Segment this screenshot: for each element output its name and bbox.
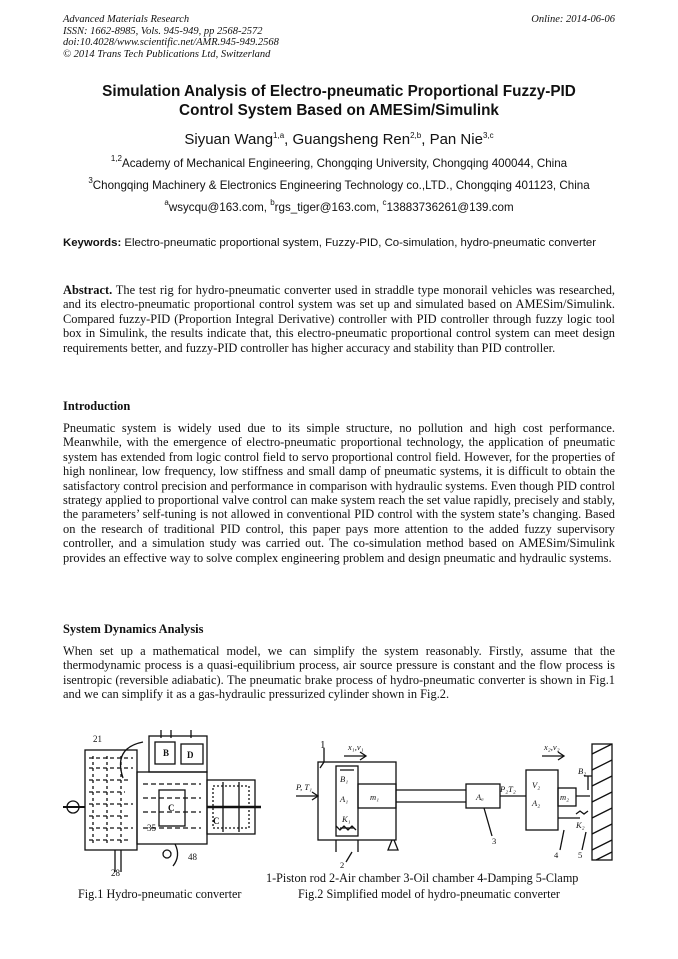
fig2-label-1: 1: [320, 740, 326, 751]
system-dynamics-heading: System Dynamics Analysis: [63, 622, 204, 636]
paper-title: [63, 82, 615, 120]
abstract: [63, 283, 615, 355]
hydro-pneumatic-converter-drawing: [63, 728, 263, 878]
fig2-label-m2: m₂: [560, 792, 570, 802]
email-c[interactable]: 13883736261@139.com: [386, 201, 514, 214]
fig2-label-4: 4: [554, 850, 559, 860]
fig1-label-c: C: [168, 803, 175, 813]
affiliation-1-text: Academy of Mechanical Engineering, Chongqing University, Chongqing 400044, China: [121, 157, 568, 170]
author-2: Guangsheng Ren: [292, 131, 411, 148]
journal-issn: ISSN: 1662-8985, Vols. 945-949, pp 2568-2572: [63, 25, 263, 37]
fig1-label-d: D: [187, 750, 194, 760]
title-line-2: Control System Based on AMESim/Simulink: [179, 102, 499, 119]
journal-meta: [63, 14, 279, 60]
fig1-label-48: 48: [188, 852, 197, 862]
fig2-label-a1: A₁: [340, 794, 349, 804]
author-2-sup: 2,b: [410, 131, 422, 140]
abstract-text: The test rig for hydro-pneumatic converter used in straddle type monorail vehicles was researched, and its electro-pneumatic proportional control system was set up and simulated based on AMESim/Simulink. Compared fuzzy-PID (Proportion Integral Derivative) controller with PID controller through fuzzy logic tool box in Simulink, the results indicate that, this electro-pneumatic proportional control system can meet design requirements better, and fuzzy-PID controller has higher accuracy and stability than PID controller.: [63, 283, 615, 355]
journal-copyright: © 2014 Trans Tech Publications Ltd, Switzerland: [63, 48, 271, 60]
fig2-label-k1: K₁: [342, 814, 351, 824]
author-list: [63, 131, 615, 149]
fig1-label-c2: C: [213, 816, 220, 826]
author-emails: [63, 198, 615, 215]
fig2-label-b1: B₁: [340, 774, 349, 784]
author-3: Pan Nie: [429, 131, 483, 148]
introduction-text: Pneumatic system is widely used due to its simple structure, no pollution and high cost performance. Meanwhile, with the emergence of electro-pneumatic proportional technology, the application of pneumatic system has extended from logic control field to servo proportional control field. However, for the properties of high nonlinear, low frequency, low stiffness and small damp of pneumatic systems, it is difficult to obtain the satisfactory control precision and performance in comparison with hydraulic systems. Even though PID control strategy applied to proportional valve control can make system reach the set value rapidly, precisely and stably, the parameters’ self-tuning is not allowed in conventional PID control with the system state’s changing. Based on the research of traditional PID control, this paper pays more attention to the added fuzzy supervisory controller, and a simulation study was carried out. The co-simulation method based on AMESim/Simulink provides an effective way to solve complex engineering problem and design pneumatic and hydraulic systems.: [63, 421, 615, 565]
fig2-label-5: 5: [578, 850, 583, 860]
fig1-label-21: 21: [93, 734, 102, 744]
fig1-label-28: 28: [111, 868, 120, 878]
fig1-label-b: B: [163, 748, 170, 758]
online-date: Online: 2014-06-06: [531, 14, 615, 25]
author-1-sup: 1,a: [273, 131, 285, 140]
fig2-label-3: 3: [492, 836, 497, 846]
email-b-sup: b: [270, 198, 275, 207]
system-dynamics-text: When set up a mathematical model, we can simplify the system reasonably. Firstly, assume that the thermodynamic process is a quasi-equilibrium process, air source pressure is constant and the flow process is isentropic (reversible adiabatic). The pneumatic brake process of hydro-pneumatic converter is shown in Fig.1 and we can simplify it as a gas-hydraulic pressurized cylinder shown in Fig.2.: [63, 644, 615, 702]
fig2-label-aa: Aₐ: [476, 792, 484, 802]
journal-name: Advanced Materials Research: [63, 14, 190, 25]
affiliation-2-text: Chongqing Machinery & Electronics Engineering Technology co.,LTD., Chongqing 401123, China: [92, 179, 590, 192]
fig2-label-v2: V₂: [532, 780, 541, 790]
fig1-label-35: 35: [147, 823, 156, 833]
email-b[interactable]: rgs_tiger@163.com,: [274, 201, 383, 214]
author-1: Siyuan Wang: [184, 131, 274, 148]
affiliation-1: [63, 154, 615, 171]
fig2-label-b2: B₂: [578, 766, 587, 776]
fig2-label-x1v1: x₁,v₁: [348, 742, 364, 752]
figure-2-legend: 1-Piston rod 2-Air chamber 3-Oil chamber 4-Damping 5-Clamp: [266, 871, 579, 885]
affiliation-2: [63, 176, 615, 193]
fig2-label-k2: K₂: [576, 820, 585, 830]
fig2-label-m1: m₁: [370, 792, 380, 802]
figure-2: [296, 740, 616, 870]
keywords: [63, 236, 615, 250]
keywords-label: Keywords:: [63, 237, 122, 249]
email-c-sup: c: [382, 198, 387, 207]
author-3-sup: 3,c: [482, 131, 494, 140]
simplified-model-drawing: [296, 740, 616, 870]
journal-doi: doi:10.4028/www.scientific.net/AMR.945-949.2568: [63, 37, 279, 48]
figure-1: [63, 728, 263, 878]
fig2-label-a2: A₂: [532, 798, 541, 808]
affiliation-1-sup: 1,2: [110, 154, 122, 163]
keywords-text: Electro-pneumatic proportional system, Fuzzy-PID, Co-simulation, hydro-pneumatic converter: [121, 237, 597, 249]
author-separator: ,: [284, 131, 293, 148]
fig2-label-2: 2: [340, 860, 345, 870]
email-a[interactable]: wsycqu@163.com,: [168, 201, 271, 214]
fig2-label-p1t1: P, T₁: [296, 782, 313, 792]
fig2-label-p2t2: P₂T₂: [500, 784, 516, 794]
email-a-sup: a: [164, 198, 169, 207]
figure-1-caption: Fig.1 Hydro-pneumatic converter: [78, 887, 242, 901]
figure-2-caption: Fig.2 Simplified model of hydro-pneumatic converter: [298, 887, 560, 901]
abstract-label: Abstract.: [63, 283, 113, 297]
fig2-label-x2v2: x₂,v₂: [544, 742, 560, 752]
affiliation-2-sup: 3: [88, 176, 93, 185]
title-line-1: Simulation Analysis of Electro-pneumatic Proportional Fuzzy-PID: [102, 83, 576, 100]
introduction-heading: Introduction: [63, 399, 131, 413]
author-separator: ,: [421, 131, 430, 148]
